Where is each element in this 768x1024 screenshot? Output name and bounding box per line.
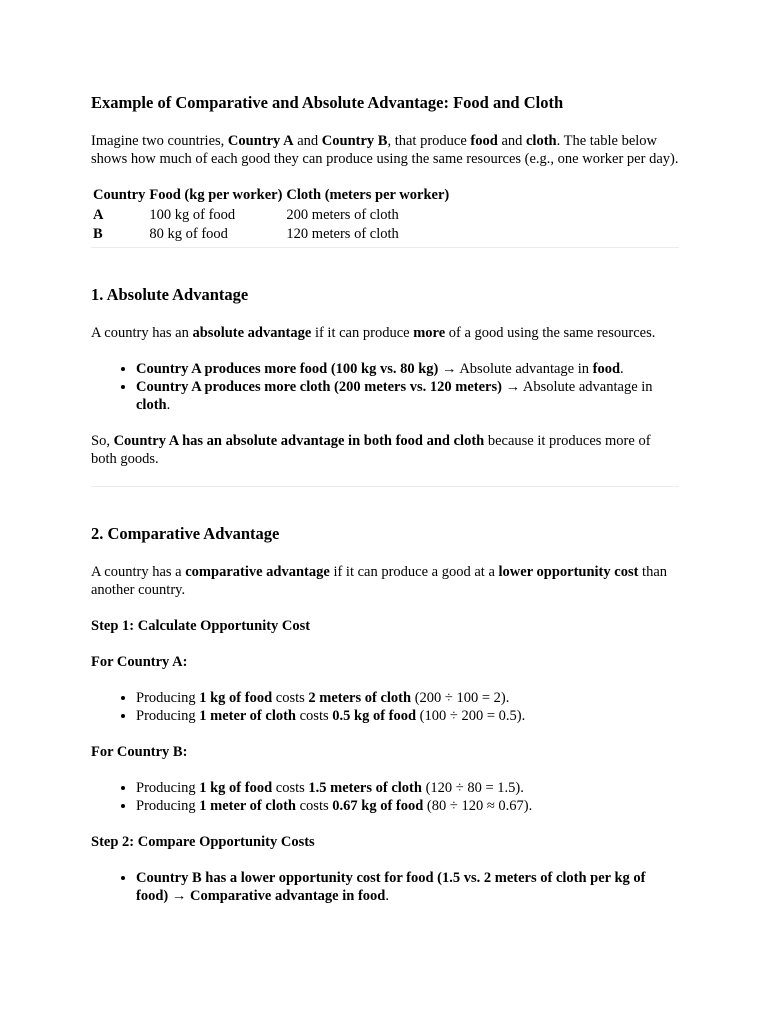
text-run: of a good using the same resources. <box>445 324 656 341</box>
bold-run: Country A produces more food (100 kg vs. 80 kg) <box>136 360 439 377</box>
production-table <box>91 186 451 245</box>
list-item <box>136 707 679 725</box>
text-run: → <box>168 887 190 904</box>
intro-paragraph <box>91 132 679 168</box>
bold-run: 1 meter of cloth <box>199 797 296 814</box>
text-run: . <box>166 396 171 413</box>
text-run: costs <box>272 779 309 796</box>
comparative-advantage-heading: 2. Comparative Advantage <box>91 523 280 543</box>
intro-text-5: . The table below shows how much of each good they can produce using the same resources (e.g., one worker per day). <box>91 133 679 167</box>
text-run: if it can produce a good at a <box>329 563 499 580</box>
intro-text-4: and <box>497 133 526 149</box>
document-title: Example of Comparative and Absolute Advantage: Food and Cloth <box>91 93 564 112</box>
text-run: So, <box>91 432 114 449</box>
table-cell-cloth: 120 meters of cloth <box>286 226 399 242</box>
absolute-definition <box>91 324 679 342</box>
bold-run: Comparative advantage in food <box>189 887 386 904</box>
absolute-bullet-list <box>91 360 679 414</box>
intro-text-2: and <box>293 133 322 149</box>
step2-heading <box>91 833 679 851</box>
text-run: . <box>620 360 624 377</box>
intro-country-a: Country A <box>227 133 294 149</box>
table-header-country: Country <box>93 187 146 203</box>
bold-run: 1.5 meters of cloth <box>308 779 422 796</box>
bold-run: lower opportunity cost <box>498 563 639 580</box>
table-header-food: Food (kg per worker) <box>149 187 283 203</box>
text-run: (80 ÷ 120 ≈ 0.67). <box>423 797 533 814</box>
text-run: (200 ÷ 100 = 2). <box>411 689 510 706</box>
text-run: costs <box>296 707 333 724</box>
bold-run: Country B has a lower opportunity cost for food (1.5 vs. 2 meters of cloth per kg of food) <box>136 869 646 904</box>
text-run: because it produces more of both goods. <box>91 432 651 467</box>
intro-text-3: , that produce <box>387 133 471 149</box>
step1-heading <box>91 617 679 635</box>
country-a-heading <box>91 653 679 671</box>
step2-bullet-list <box>91 869 679 905</box>
table-cell-country: B <box>93 226 103 242</box>
table-cell-country: A <box>93 206 104 223</box>
intro-text-1: Imagine two countries, <box>91 133 228 149</box>
text-run: → Absolute advantage in <box>438 360 593 377</box>
bold-run: absolute advantage <box>192 324 312 341</box>
bold-run: 0.67 kg of food <box>332 797 424 814</box>
text-run: costs <box>272 689 309 706</box>
list-item <box>136 779 679 797</box>
intro-food: food <box>470 133 498 149</box>
bold-run: 2 meters of cloth <box>308 689 412 706</box>
text-run: (100 ÷ 200 = 0.5). <box>416 707 526 724</box>
table-cell-cloth: 200 meters of cloth <box>286 206 399 223</box>
bold-run: For Country B: <box>91 743 188 760</box>
bold-run: comparative advantage <box>185 563 330 580</box>
text-run: A country has an <box>91 324 193 341</box>
bold-run: cloth <box>136 396 167 413</box>
bold-run: more <box>413 324 446 341</box>
bold-run: Country A has an absolute advantage in both food and cloth <box>113 432 485 449</box>
bold-run: Step 1: Calculate Opportunity Cost <box>91 617 311 634</box>
bold-run: 0.5 kg of food <box>332 707 417 724</box>
table-cell-food: 100 kg of food <box>149 206 236 223</box>
text-run: . <box>385 887 389 904</box>
country-a-bullet-list <box>91 689 679 725</box>
table-cell-food: 80 kg of food <box>149 226 228 242</box>
section-divider <box>91 247 679 248</box>
list-item <box>136 869 679 905</box>
text-run: Producing <box>136 707 200 724</box>
text-run: Producing <box>136 689 200 706</box>
text-run: costs <box>296 797 333 814</box>
text-run: if it can produce <box>311 324 414 341</box>
list-item <box>136 689 679 707</box>
text-run: Producing <box>136 779 200 796</box>
text-run: than another country. <box>91 563 668 598</box>
table-row <box>91 206 451 226</box>
list-item <box>136 360 679 378</box>
absolute-summary <box>91 432 679 468</box>
table-header-cloth: Cloth (meters per worker) <box>286 187 450 203</box>
section-divider <box>91 486 679 487</box>
table-row <box>91 225 451 245</box>
list-item <box>136 378 679 414</box>
bold-run: 1 kg of food <box>199 779 273 796</box>
intro-cloth: cloth <box>526 133 557 149</box>
intro-country-b: Country B <box>321 133 388 149</box>
comparative-definition <box>91 563 679 599</box>
bold-run: 1 meter of cloth <box>199 707 296 724</box>
text-run: Producing <box>136 797 200 814</box>
absolute-advantage-heading: 1. Absolute Advantage <box>91 284 249 304</box>
bold-run: For Country A: <box>91 653 188 670</box>
table-header-row <box>91 186 451 206</box>
document-content <box>91 92 679 923</box>
text-run: A country has a <box>91 563 186 580</box>
bold-run: 1 kg of food <box>199 689 273 706</box>
text-run: (120 ÷ 80 = 1.5). <box>421 779 524 796</box>
text-run: → Absolute advantage in <box>501 378 653 395</box>
bold-run: Step 2: Compare Opportunity Costs <box>91 833 315 850</box>
bold-run: Country A produces more cloth (200 meters vs. 120 meters) <box>136 378 502 395</box>
list-item <box>136 797 679 815</box>
country-b-bullet-list <box>91 779 679 815</box>
bold-run: food <box>592 360 621 377</box>
country-b-heading <box>91 743 679 761</box>
